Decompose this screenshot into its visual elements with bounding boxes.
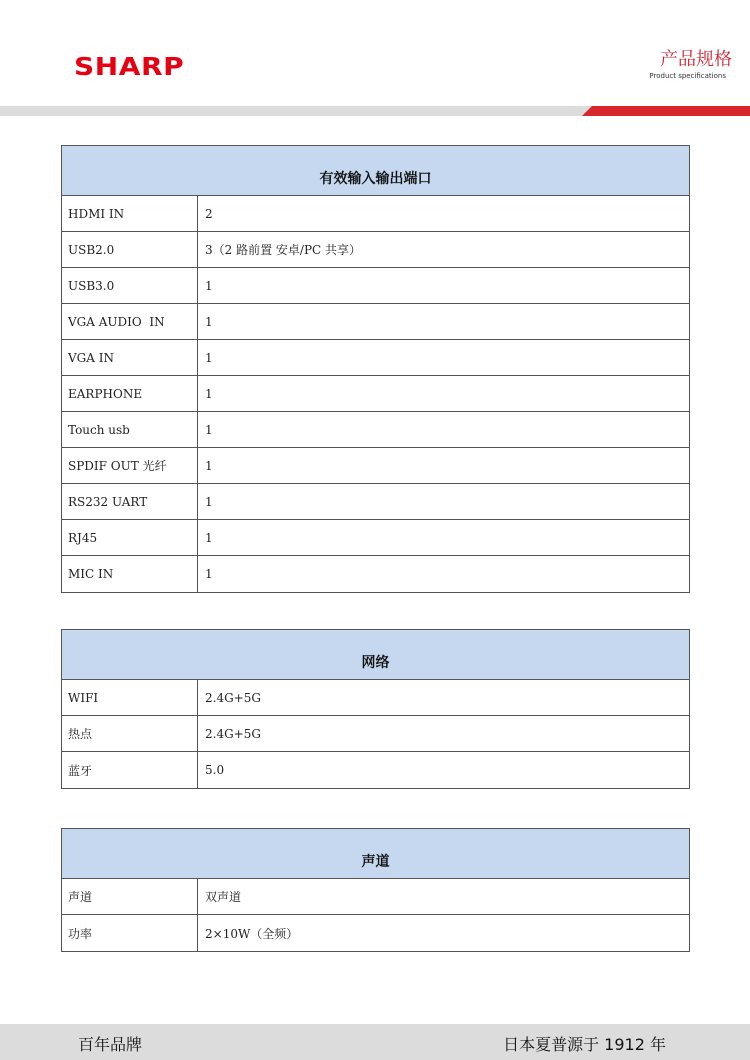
table-row xyxy=(62,232,689,268)
page-header xyxy=(0,0,750,120)
table-row xyxy=(62,376,689,412)
spec-value: 1 xyxy=(205,278,213,293)
spec-value: 1 xyxy=(205,386,213,401)
spec-value: 1 xyxy=(205,350,213,365)
spec-value: 双声道 xyxy=(205,890,242,904)
table-row xyxy=(62,484,689,520)
spec-value: 1 xyxy=(205,458,213,473)
section-title: 网络 xyxy=(62,630,689,680)
spec-key: VGA AUDIO IN xyxy=(62,304,198,339)
table-row xyxy=(62,879,689,915)
spec-value: 1 xyxy=(205,567,213,581)
spec-key: EARPHONE xyxy=(62,376,198,411)
section-title: 有效输入输出端口 xyxy=(62,146,689,196)
spec-key: WIFI xyxy=(62,680,198,715)
table-row xyxy=(62,304,689,340)
spec-value: 2×10W（全频） xyxy=(205,926,299,941)
spec-value: 1 xyxy=(205,422,213,437)
spec-value: 3（2 路前置 安卓/PC 共享） xyxy=(205,243,362,257)
spec-value: 1 xyxy=(205,530,213,545)
table-row xyxy=(62,340,689,376)
spec-value: 1 xyxy=(205,494,213,509)
table-row xyxy=(62,448,689,484)
spec-key: 热点 xyxy=(62,716,198,751)
spec-key: 功率 xyxy=(62,915,198,951)
spec-key: RS232 UART xyxy=(62,484,198,519)
page-footer xyxy=(0,1024,750,1060)
spec-value: 1 xyxy=(205,314,213,329)
table-row xyxy=(62,752,689,788)
table-row xyxy=(62,556,689,592)
spec-key: VGA IN xyxy=(62,340,198,375)
spec-value: 5.0 xyxy=(205,763,225,777)
table-row xyxy=(62,915,689,951)
spec-key: 声道 xyxy=(62,879,198,914)
footer-heritage: 日本夏普源于 1912 年 xyxy=(503,1035,666,1054)
spec-table-network xyxy=(61,629,690,789)
spec-key: USB2.0 xyxy=(62,232,198,267)
table-row xyxy=(62,716,689,752)
spec-value: 2 xyxy=(205,206,213,221)
table-row xyxy=(62,268,689,304)
table-row xyxy=(62,412,689,448)
spec-key: USB3.0 xyxy=(62,268,198,303)
spec-key: HDMI IN xyxy=(62,196,198,231)
spec-subtitle: Product specifications xyxy=(649,72,726,80)
spec-key: Touch usb xyxy=(62,412,198,447)
spec-title: 产品规格 xyxy=(660,49,732,70)
section-title: 声道 xyxy=(62,829,689,879)
footer-slogan: 百年品牌 xyxy=(78,1035,143,1054)
spec-key: SPDIF OUT 光纤 xyxy=(62,448,198,483)
table-row xyxy=(62,196,689,232)
spec-key: 蓝牙 xyxy=(62,752,198,788)
spec-value: 2.4G+5G xyxy=(205,690,261,705)
table-row xyxy=(62,680,689,716)
spec-key: RJ45 xyxy=(62,520,198,555)
spec-table-ports xyxy=(61,145,690,593)
spec-key: MIC IN xyxy=(62,556,198,592)
table-row xyxy=(62,520,689,556)
sharp-logo: SHARP xyxy=(74,52,185,81)
header-accent-stripe xyxy=(582,106,750,116)
spec-table-audio xyxy=(61,828,690,952)
spec-value: 2.4G+5G xyxy=(205,726,261,741)
